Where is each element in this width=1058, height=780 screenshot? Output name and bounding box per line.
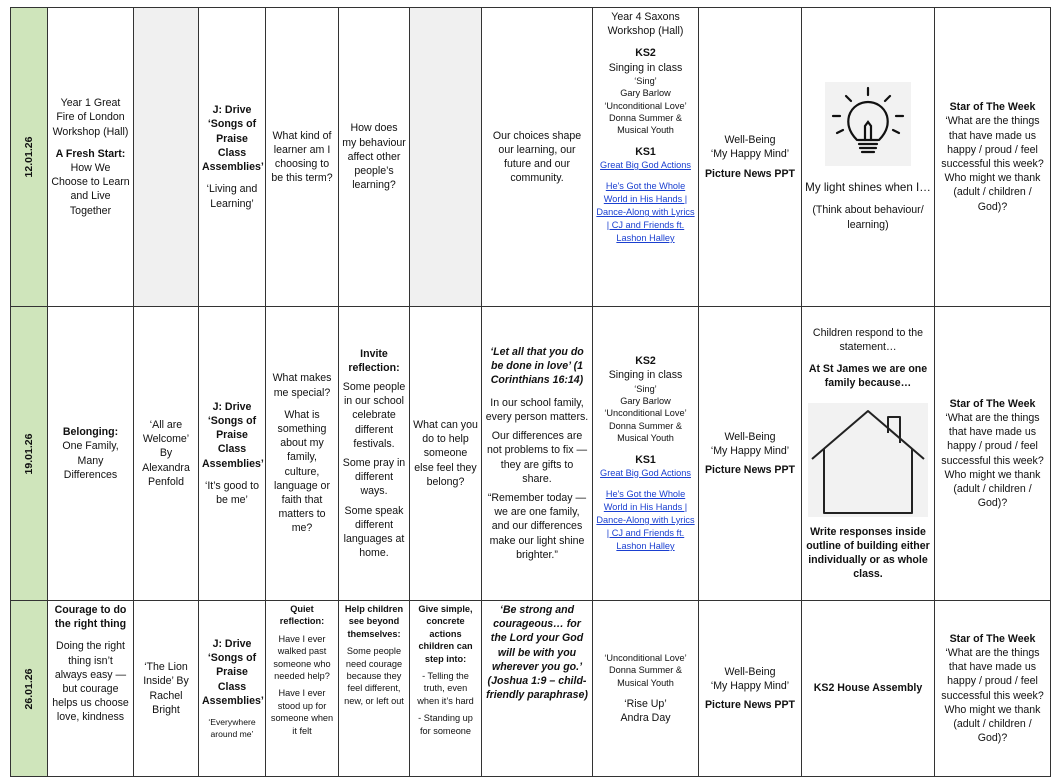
wellbeing-label: Well-Being [724,430,776,443]
activity-note: (Think about behaviour/ learning) [812,204,924,231]
picture-news-label: Picture News PPT [704,464,796,477]
great-big-god-link[interactable]: Great Big God Actions [600,160,691,171]
song-artist: Gary Barlow [620,395,671,406]
wellbeing-label: Well-Being [724,134,776,147]
week-date-cell [11,307,48,601]
great-big-god-link[interactable]: Great Big God Actions [600,467,691,478]
reflection-text: Some people need courage because they feel different, new, or left out [344,646,404,706]
week-date: 26.01.26 [22,668,35,709]
singing-label: Singing in class [608,61,683,74]
action-cell [410,601,482,777]
theme-heading: A Fresh Start: [55,147,126,160]
message-cell [482,601,593,777]
ks1-label: KS1 [635,453,656,466]
week-date-cell [11,601,48,777]
story-title: ‘All are Welcome’ By Alexandra Penfold [142,418,190,488]
assembly-title: ‘It’s good to be me’ [205,479,259,506]
theme-cell [48,601,134,777]
song-artist: Gary Barlow [620,88,671,99]
activity-statement: At St James we are one family because… [808,363,928,390]
question-text: Have I ever walked past someone who needed help? [273,633,331,682]
theme-cell [48,8,134,307]
star-week-questions: ‘What are the things that have made us happy / proud / feel successful this week? Who might we thank (adult / children / God)? [941,646,1044,745]
happy-mind-label: ‘My Happy Mind’ [710,444,790,457]
music-cell [593,307,699,601]
singing-label: Singing in class [608,369,683,382]
question-text: What kind of learner am I choosing to be this term? [271,129,333,185]
house-outline-icon [808,403,928,517]
reflection-text: How does my behaviour affect other people’s learning? [342,122,406,192]
ks2-label: KS2 [635,47,656,60]
activity-instruction: Write responses inside outline of building either individually or as whole class. [806,525,930,581]
wellbeing-cell [699,601,802,777]
song-title: ‘Sing’ [634,383,657,394]
star-week-heading: Star of The Week [949,101,1036,114]
song-title: ‘Unconditional Love’ [604,652,687,663]
table-row [11,8,1051,307]
story-title: ‘The Lion Inside’ By Rachel Bright [143,661,189,716]
lightbulb-icon [825,82,911,166]
assembly-heading: J: Drive ‘Songs of Praise Class Assemblies’ [202,104,264,174]
action-text: What can you do to help someone else feel they belong? [413,418,478,488]
star-week-heading: Star of The Week [949,397,1036,410]
week-date: 19.01.26 [22,433,35,474]
music-cell [593,601,699,777]
theme-cell [48,307,134,601]
activity-cell [802,8,935,307]
reflection-heading: Invite reflection: [348,347,400,374]
message-text: Our differences are not problems to fix — they are gifts to share. [486,430,588,485]
happy-mind-label: ‘My Happy Mind’ [710,148,790,161]
song-artist: Donna Summer & Musical Youth [608,665,683,688]
star-week-cell [935,307,1051,601]
picture-news-label: Picture News PPT [704,699,796,712]
reflection-heading: Help children see beyond themselves: [344,604,404,639]
song-title: ‘Unconditional Love’ [604,100,687,111]
star-week-cell [935,601,1051,777]
whole-world-video-link[interactable]: He's Got the Whole World in His Hands | Dance-Along with Lyrics | CJ and Friends ft. Lashon Halley [596,181,695,244]
song-artist: Donna Summer & Musical Youth [608,420,683,444]
song-title: ‘Unconditional Love’ [604,408,687,419]
theme-heading: Belonging: [62,426,119,439]
song-title: ‘Rise Up’ [624,697,667,710]
question-text: Have I ever stood up for someone when it felt [270,688,334,736]
bible-quote: ‘Be strong and courageous… for the Lord your God will be with you wherever you go.’ (Joshua 1:9 – child-friendly paraphrase) [486,604,588,702]
reflection-cell [339,307,410,601]
workshop-note: Year 1 Great Fire of London Workshop (Hall) [52,97,129,138]
question-cell [266,601,339,777]
message-cell [482,8,593,307]
collective-worship-planner-table [10,7,1051,777]
workshop-note: Year 4 Saxons Workshop (Hall) [607,11,684,38]
assembly-cell [199,8,266,307]
question-text: What is something about my family, culture, language or faith that matters to me? [274,408,330,535]
message-text: Our choices shape our learning, our future and our community. [492,129,582,185]
reflection-text: Some pray in different ways. [342,457,406,498]
star-week-questions: ‘What are the things that have made us happy / proud / feel successful this week? Who might we thank (adult / children / God)? [941,411,1044,510]
happy-mind-label: ‘My Happy Mind’ [710,679,790,692]
question-heading: Quiet reflection: [279,604,325,627]
message-text: In our school family, every person matters. [485,396,589,423]
wellbeing-cell [699,307,802,601]
week-date: 12.01.26 [22,136,35,178]
whole-world-video-link[interactable]: He's Got the Whole World in His Hands | Dance-Along with Lyrics | CJ and Friends ft. Lashon Halley [596,488,695,551]
table-row [11,307,1051,601]
wellbeing-label: Well-Being [724,665,776,678]
message-text: “Remember today — we are one family, and our differences make our light shine brighter.” [487,491,587,561]
question-cell [266,307,339,601]
question-cell [266,8,339,307]
star-week-heading: Star of The Week [949,632,1036,645]
bible-quote: ‘Let all that you do be done in love’ (1 Corinthians 16:14) [490,346,584,387]
activity-prompt: My light shines when I… [805,181,931,195]
wellbeing-cell [699,8,802,307]
activity-cell [802,307,935,601]
reflection-text: Some people in our school celebrate different festivals. [342,380,406,450]
theme-heading: Courage to do the right thing [54,604,127,631]
house-assembly-label: KS2 House Assembly [813,682,923,695]
theme-subtitle: Doing the right thing isn’t always easy — but courage helps us choose love, kindness [52,640,129,724]
song-title: ‘Sing’ [634,75,657,86]
theme-subtitle: How We Choose to Learn and Live Together [51,162,130,217]
activity-intro: Children respond to the statement… [812,326,924,353]
assembly-cell [199,601,266,777]
star-week-cell [935,8,1051,307]
story-cell [134,601,199,777]
theme-subtitle: One Family, Many Differences [62,440,119,481]
story-cell [134,307,199,601]
action-cell [410,8,482,307]
story-cell [134,8,199,307]
ks1-label: KS1 [635,145,656,158]
message-cell [482,307,593,601]
week-date-cell [11,8,48,307]
assembly-heading: J: Drive ‘Songs of Praise Class Assemblies’ [202,637,264,707]
song-artist: Donna Summer & Musical Youth [608,113,683,136]
action-text: - Telling the truth, even when it’s hard [417,671,474,706]
star-week-questions: ‘What are the things that have made us happy / proud / feel successful this week? Who might we thank (adult / children / God)? [941,115,1044,213]
action-text: - Standing up for someone [418,713,473,736]
song-artist: Andra Day [620,712,671,725]
question-text: What makes me special? [272,372,332,399]
music-cell [593,8,699,307]
activity-cell [802,601,935,777]
assembly-title: ‘Everywhere around me’ [208,717,256,739]
reflection-cell [339,601,410,777]
reflection-text: Some speak different languages at home. [343,504,405,560]
assembly-heading: J: Drive ‘Songs of Praise Class Assemblies’ [202,400,264,470]
action-cell [410,307,482,601]
picture-news-label: Picture News PPT [704,167,796,180]
ks2-label: KS2 [635,355,656,368]
table-row [11,601,1051,777]
reflection-cell [339,8,410,307]
assembly-cell [199,307,266,601]
action-heading: Give simple, concrete actions children can step into: [418,604,473,664]
assembly-title: ‘Living and Learning’ [206,183,258,210]
